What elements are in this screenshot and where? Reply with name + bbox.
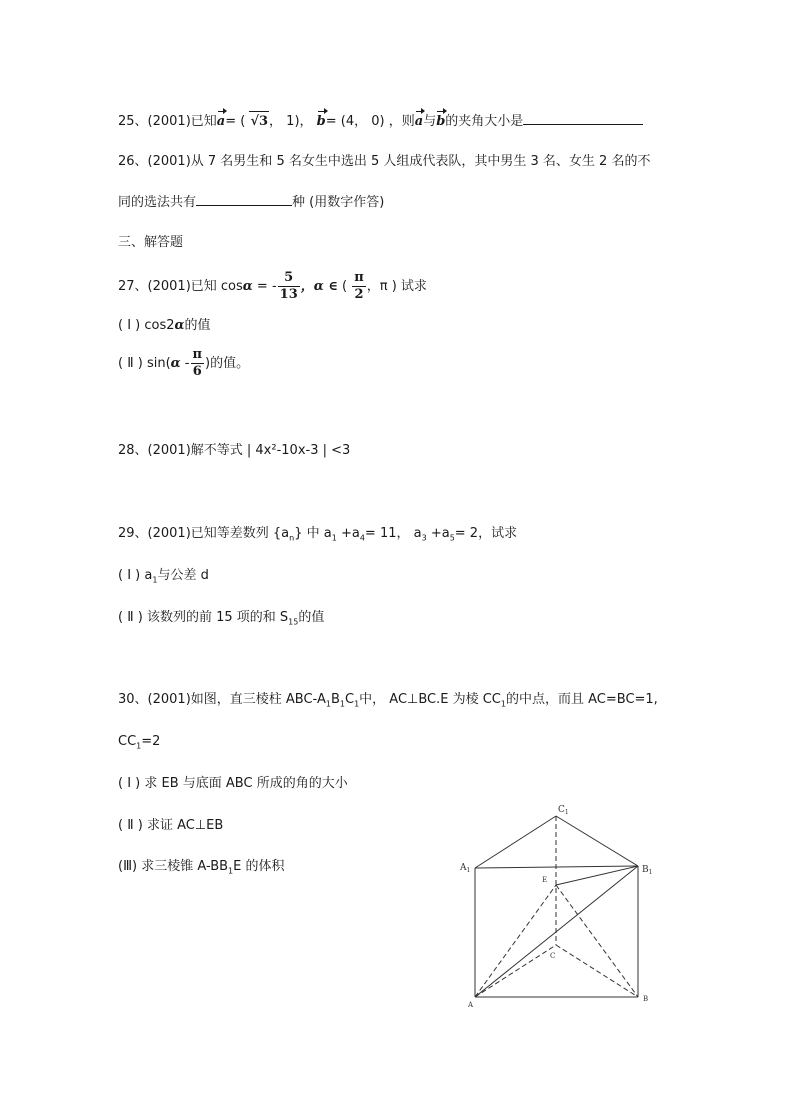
- q30-line1: 30、(2001)如图，直三棱柱 ABC-$A_1B_1C_1$中， AC⊥BC.E 为棱 $CC_1$的中点，而且 AC=BC=1,: [118, 692, 658, 709]
- edge-a-c: [475, 945, 556, 997]
- edge-a1-c1: [475, 816, 556, 868]
- label-c: C: [550, 952, 556, 960]
- q26-line2: 同的选法共有 种 (用数字作答): [118, 191, 384, 213]
- edge-c-b: [556, 945, 638, 997]
- fraction-5-13: $\frac{5}{13}$: [279, 270, 298, 302]
- q29-line: 29、(2001)已知等差数列 $\{a_n\}$ 中 $a_1 +a_4= 11$， $a_3 +a_5= 2$，试求: [118, 526, 518, 543]
- answer-blank-26[interactable]: [196, 191, 292, 206]
- label-e: E: [542, 876, 548, 884]
- q25-prefix: 25、(2001)已知: [118, 114, 217, 129]
- fraction-pi-2: $\frac{\pi}{2}$: [354, 270, 364, 302]
- label-c1: $C_1$: [558, 805, 569, 816]
- label-b1: $B_1$: [642, 865, 653, 876]
- vector-a: a: [217, 112, 225, 132]
- label-a: A: [468, 1001, 474, 1009]
- label-b: B: [643, 995, 649, 1003]
- q30-line2: $CC_1=2$: [118, 734, 161, 751]
- answer-blank-25[interactable]: [523, 110, 643, 125]
- sqrt-3: √3: [249, 111, 269, 132]
- vector-b: b: [317, 112, 326, 132]
- q27-line: 27、(2001)已知 cosα = - $\frac{5}{13}$ ，α ∈ ( $\frac{\pi}{2}$ ，π ) 试求: [118, 270, 427, 302]
- q30-part3: (Ⅲ) 求三棱锥 $A-BB_1E$ 的体积: [118, 859, 285, 876]
- q25-line: 25、(2001)已知a= ( √3， 1)， b= (4， 0) ，则a与b的夹角大小是: [118, 110, 643, 132]
- segment-a-e: [475, 885, 556, 997]
- q29-part1: ( Ⅰ ) $a_1$与公差 d: [118, 568, 209, 585]
- q30-part1: ( Ⅰ ) 求 EB 与底面 ABC 所成的角的大小: [118, 776, 348, 791]
- q27-part1: ( Ⅰ ) cos2α的值: [118, 318, 211, 333]
- section-heading: 三、解答题: [118, 235, 184, 250]
- q27-part2: ( Ⅱ ) sin(α - $\frac{\pi}{6}$ )的值。: [118, 347, 250, 379]
- q26-line1: 26、(2001)从 7 名男生和 5 名女生中选出 5 人组成代表队，其中男生 3 名、女生 2 名的不: [118, 154, 651, 169]
- label-a1: $A_1$: [460, 863, 471, 874]
- prism-figure: [450, 795, 670, 1015]
- fraction-pi-6: $\frac{\pi}{6}$: [192, 347, 202, 379]
- q30-part2: ( Ⅱ ) 求证 AC⊥EB: [118, 818, 224, 833]
- edge-c1-b1: [556, 816, 638, 866]
- q29-part2: ( Ⅱ ) 该数列的前 15 项的和 $S_{15}$的值: [118, 610, 325, 627]
- q28-line: 28、(2001)解不等式 | 4x²-10x-3 | <3: [118, 443, 351, 458]
- segment-e-b: [556, 885, 638, 997]
